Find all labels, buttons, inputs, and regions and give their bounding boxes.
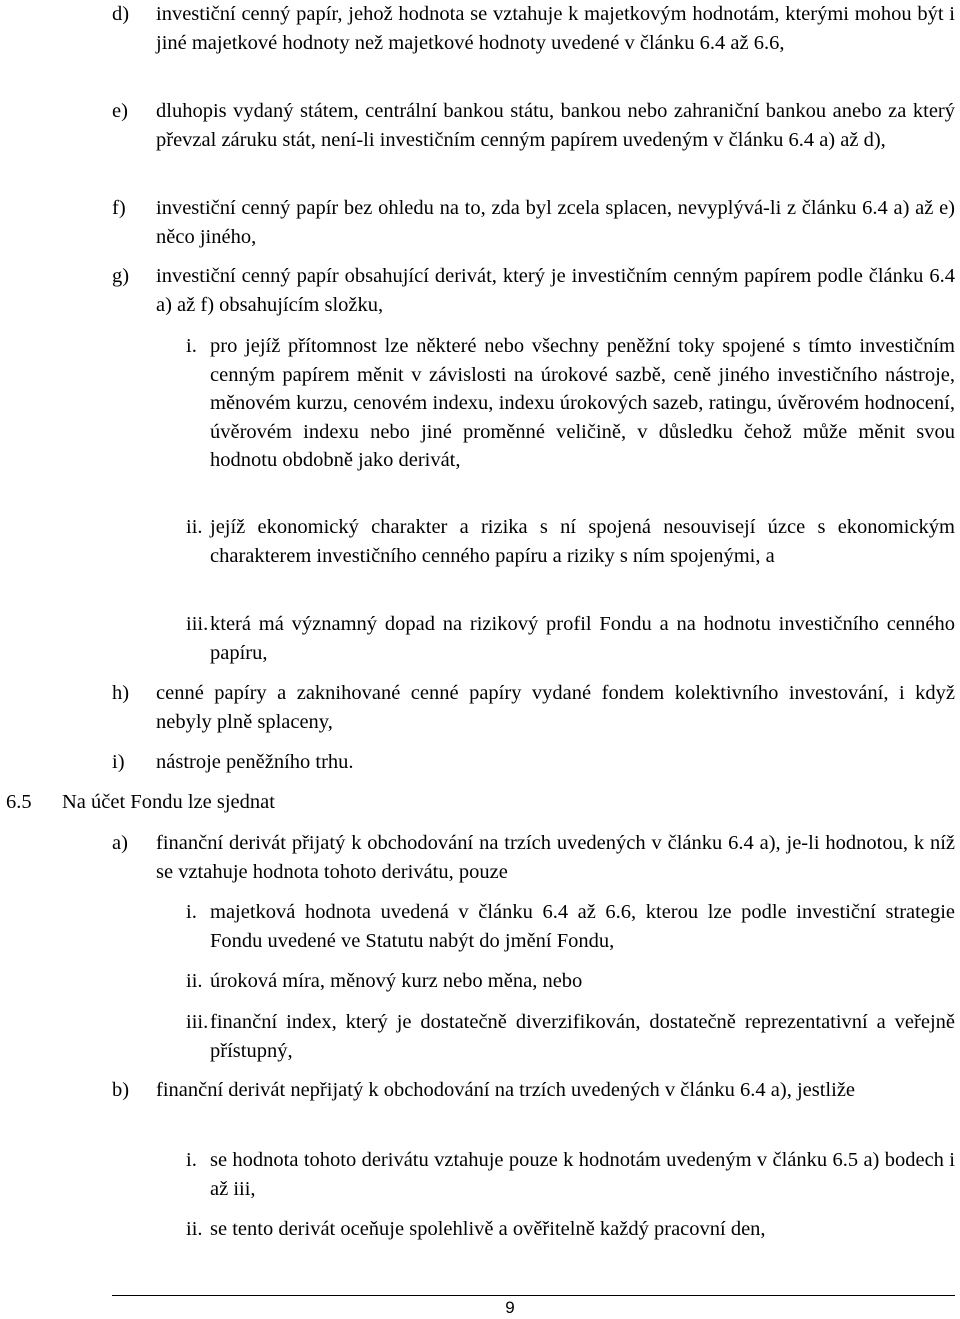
- list-item-text: nástroje peněžního trhu.: [156, 751, 354, 773]
- sub-item-marker: i.: [186, 1149, 197, 1171]
- sub-item-marker: i.: [186, 335, 197, 357]
- list-item-g: [112, 262, 955, 319]
- list-marker: f): [112, 197, 126, 219]
- sub-item-g-i: [140, 332, 955, 475]
- sub-item-marker: ii.: [186, 516, 203, 538]
- sub-item-g-iii: [140, 610, 955, 667]
- sub-item-marker: i.: [186, 901, 197, 923]
- list-item-h: [112, 679, 955, 736]
- sub-item-text: úroková míra, měnový kurz nebo měna, nebo: [210, 970, 583, 992]
- sub-item-marker: ii.: [186, 970, 203, 992]
- list-marker: d): [112, 3, 130, 25]
- page-number: 9: [505, 1298, 515, 1317]
- list-item-text: finanční derivát nepřijatý k obchodování na trzích uvedených v článku 6.4 a), jestliže: [156, 1079, 856, 1101]
- list-marker: h): [112, 682, 130, 704]
- sub-item-marker: ii.: [186, 1218, 203, 1240]
- list-item-text: investiční cenný papír obsahující derivát, který je investičním cenným papírem podle článku 6.4 a) až f) obsahujícím složku,: [156, 265, 955, 316]
- list-marker: e): [112, 100, 128, 122]
- list-item-text: investiční cenný papír bez ohledu na to, zda byl zcela splacen, nevyplývá-li z článku 6.4 a) až e) něco jiného,: [156, 197, 955, 248]
- list-item-6-5-b: [112, 1076, 955, 1105]
- list-marker: b): [112, 1079, 130, 1101]
- list-marker: i): [112, 751, 125, 773]
- list-marker: g): [112, 265, 130, 287]
- list-item-text: investiční cenný papír, jehož hodnota se vztahuje k majetkovým hodnotám, kterými mohou být i jiné majetkové hodnoty než majetkové hodnoty uvedené v článku 6.4 až 6.6,: [156, 3, 955, 54]
- list-item-text: finanční derivát přijatý k obchodování na trzích uvedených v článku 6.4 a), je-li hodnotou, k níž se vztahuje hodnota tohoto derivátu, pouze: [156, 832, 955, 883]
- sub-item-text: se hodnota tohoto derivátu vztahuje pouze k hodnotám uvedeným v článku 6.5 a) bodech i až iii,: [210, 1149, 955, 1200]
- sub-item-b-ii: [140, 1215, 955, 1244]
- sub-item-text: pro jejíž přítomnost lze některé nebo všechny peněžní toky spojené s tímto investičním cenným papírem měnit v závislosti na úrokové sazbě, ceně jiného investičního nástroje, měnovém kurzu, cenovém indexu, indexu úrokových sazeb, ratingu, úvěrovém hodnocení, úvěrovém indexu nebo jiné proměnné veličině, v důsledku čehož může měnit svou hodnotu obdobně jako derivát,: [210, 335, 955, 471]
- list-item-i: [112, 748, 955, 777]
- section-number: 6.5: [6, 791, 32, 813]
- footer-divider: [112, 1295, 955, 1296]
- sub-item-b-i: [140, 1146, 955, 1203]
- sub-item-text: jejíž ekonomický charakter a rizika s ní spojená nesouvisejí úzce s ekonomickým charakterem investičního cenného papíru a riziky s ním spojenými, a: [210, 516, 955, 567]
- sub-item-text: se tento derivát oceňuje spolehlivě a ověřitelně každý pracovní den,: [210, 1218, 766, 1240]
- sub-item-marker: iii.: [186, 1011, 209, 1033]
- sub-item-a-i: [140, 898, 955, 955]
- sub-item-a-iii: [140, 1008, 955, 1065]
- sub-item-a-ii: [140, 967, 955, 996]
- sub-item-text: finanční index, který je dostatečně diverzifikován, dostatečně reprezentativní a veřejně přístupný,: [210, 1011, 955, 1062]
- list-item-f: [112, 194, 955, 251]
- sub-item-marker: iii.: [186, 613, 209, 635]
- list-item-6-5-a: [112, 829, 955, 886]
- list-item-text: cenné papíry a zaknihované cenné papíry vydané fondem kolektivního investování, i když nebyly plně splaceny,: [156, 682, 955, 733]
- sub-item-text: majetková hodnota uvedená v článku 6.4 až 6.6, kterou lze podle investiční strategie Fondu uvedené ve Statutu nabýt do jmění Fondu,: [210, 901, 955, 952]
- list-item-d: [112, 0, 955, 57]
- list-item-text: dluhopis vydaný státem, centrální bankou státu, bankou nebo zahraniční bankou anebo za který převzal záruku stát, není-li investičním cenným papírem uvedeným v článku 6.4 a) až d),: [156, 100, 955, 151]
- list-item-e: [112, 97, 955, 154]
- section-title: Na účet Fondu lze sjednat: [62, 791, 275, 813]
- sub-item-text: která má významný dopad na rizikový profil Fondu a na hodnotu investičního cenného papíru,: [210, 613, 955, 664]
- section-heading-6-5: [6, 788, 606, 817]
- sub-item-g-ii: [140, 513, 955, 570]
- list-marker: a): [112, 832, 128, 854]
